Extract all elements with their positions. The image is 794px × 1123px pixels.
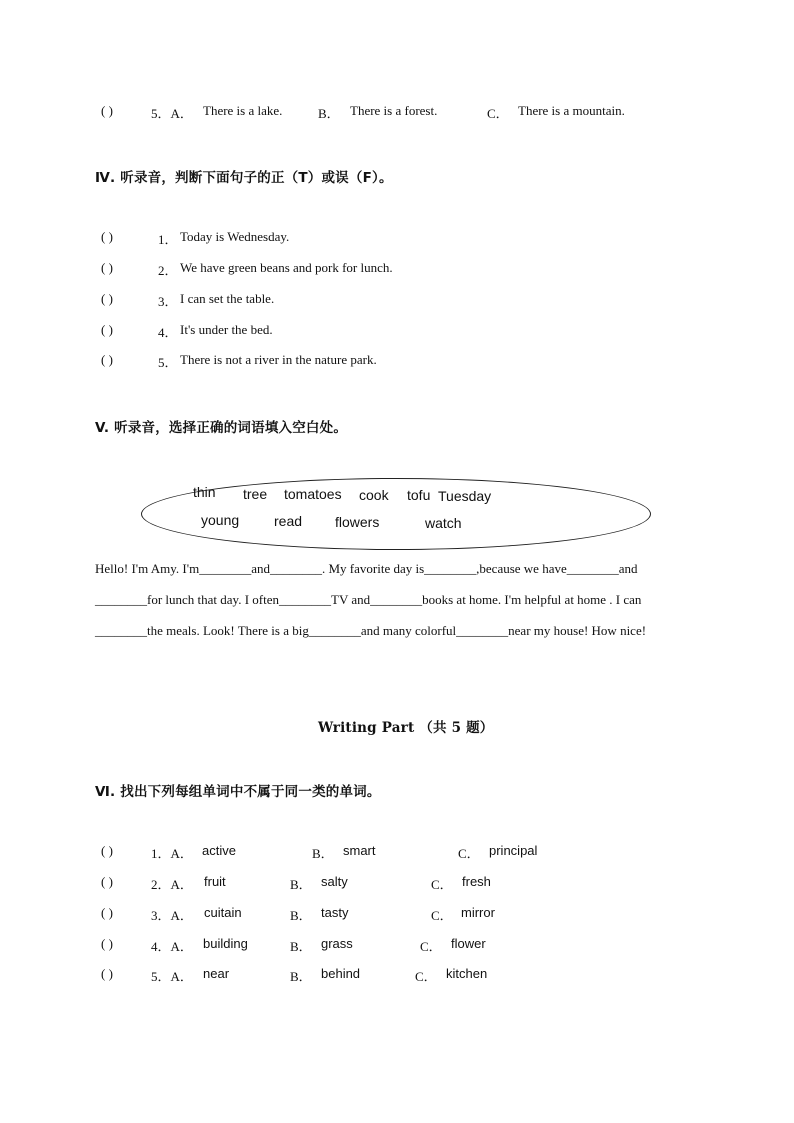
option-c: flower [451, 936, 486, 951]
word-bank-word: flowers [335, 514, 380, 530]
option-c-label: C． [431, 908, 453, 923]
question-number: 1．A． [151, 846, 193, 861]
option-b: tasty [321, 905, 349, 920]
option-b: grass [321, 936, 353, 951]
option-b: salty [321, 874, 348, 889]
tf-item [0, 352, 794, 372]
option-c-label: C． [415, 969, 437, 984]
option-b-label: B． [290, 939, 312, 954]
answer-paren[interactable]: ( ) [101, 966, 113, 981]
tf-item [0, 260, 794, 280]
word-bank-word: thin [193, 484, 216, 500]
statement: Today is Wednesday. [180, 229, 290, 244]
answer-paren[interactable]: ( ) [101, 843, 113, 858]
answer-paren[interactable]: ( ) [101, 291, 113, 306]
question-number: 2． [158, 263, 178, 278]
statement: We have green beans and pork for lunch. [180, 260, 393, 275]
word-bank-word: cook [359, 487, 389, 503]
section-4-title: Ⅳ. 听录音，判断下面句子的正（T）或误（F）。 [95, 170, 393, 186]
answer-paren[interactable]: ( ) [101, 229, 113, 244]
answer-paren[interactable]: ( ) [101, 905, 113, 920]
option-c-label: C． [420, 939, 442, 954]
word-bank-word: watch [425, 515, 462, 531]
odd-one-out-item [0, 936, 794, 956]
question-number: 1． [158, 232, 178, 247]
answer-paren[interactable]: ( ) [101, 260, 113, 275]
word-bank-word: young [201, 512, 240, 528]
question-number: 5． [158, 355, 178, 370]
question-number: 5．A． [151, 969, 193, 984]
statement: I can set the table. [180, 291, 275, 306]
writing-part-title: Writing Part （共 5 题） [318, 720, 494, 736]
answer-paren[interactable]: ( ) [101, 874, 113, 889]
odd-one-out-item [0, 966, 794, 986]
option-b-label: B． [318, 106, 340, 121]
answer-paren[interactable]: ( ) [101, 936, 113, 951]
word-bank-word: tofu [407, 487, 431, 503]
odd-one-out-item [0, 843, 794, 863]
word-bank-word: tree [243, 486, 268, 502]
answer-paren[interactable]: ( ) [101, 352, 113, 367]
option-a: near [203, 966, 230, 981]
option-c: principal [489, 843, 538, 858]
option-a: fruit [204, 874, 226, 889]
option-b-label: B． [290, 877, 312, 892]
option-b: There is a forest. [350, 103, 438, 118]
answer-paren[interactable]: ( ) [101, 103, 113, 118]
word-bank-word: Tuesday [438, 488, 492, 504]
section-6-title: Ⅵ. 找出下列每组单词中不属于同一类的单词。 [95, 784, 381, 800]
tf-item [0, 322, 794, 342]
option-b-label: B． [290, 969, 312, 984]
answer-paren[interactable]: ( ) [101, 322, 113, 337]
odd-one-out-item [0, 905, 794, 925]
option-a: building [203, 936, 248, 951]
option-c-label: C． [431, 877, 453, 892]
question-number: 3． [158, 294, 178, 309]
section-5-title: V. 听录音，选择正确的词语填入空白处。 [95, 420, 348, 436]
word-bank-word: tomatoes [284, 486, 342, 502]
option-c: There is a mountain. [518, 103, 625, 118]
statement: There is not a river in the nature park. [180, 352, 377, 367]
option-c: kitchen [446, 966, 488, 981]
option-b: smart [343, 843, 376, 858]
question-number: 4． [158, 325, 178, 340]
option-b-label: B． [312, 846, 334, 861]
statement: It's under the bed. [180, 322, 273, 337]
tf-item [0, 229, 794, 249]
word-bank-word: read [274, 513, 303, 529]
question-number: 3．A． [151, 908, 193, 923]
tf-item [0, 291, 794, 311]
option-c-label: C． [458, 846, 480, 861]
option-a: cuitain [204, 905, 242, 920]
question-number: 4．A． [151, 939, 193, 954]
question-number: 5．A． [151, 106, 193, 121]
option-c: mirror [461, 905, 495, 920]
option-b-label: B． [290, 908, 312, 923]
question-number: 2．A． [151, 877, 193, 892]
option-c-label: C． [487, 106, 509, 121]
passage-line: ________for lunch that day. I often________TV and________books at home. I'm helpful at home . I can [95, 592, 642, 607]
option-a: There is a lake. [203, 103, 283, 118]
question-row [0, 103, 794, 123]
option-a: active [202, 843, 236, 858]
option-b: behind [321, 966, 361, 981]
option-c: fresh [462, 874, 491, 889]
passage-line: ________the meals. Look! There is a big________and many colorful________near my house! How nice! [95, 623, 647, 638]
odd-one-out-item [0, 874, 794, 894]
passage-line: Hello! I'm Amy. I'm________and________. My favorite day is________,because we have________and [95, 561, 638, 576]
